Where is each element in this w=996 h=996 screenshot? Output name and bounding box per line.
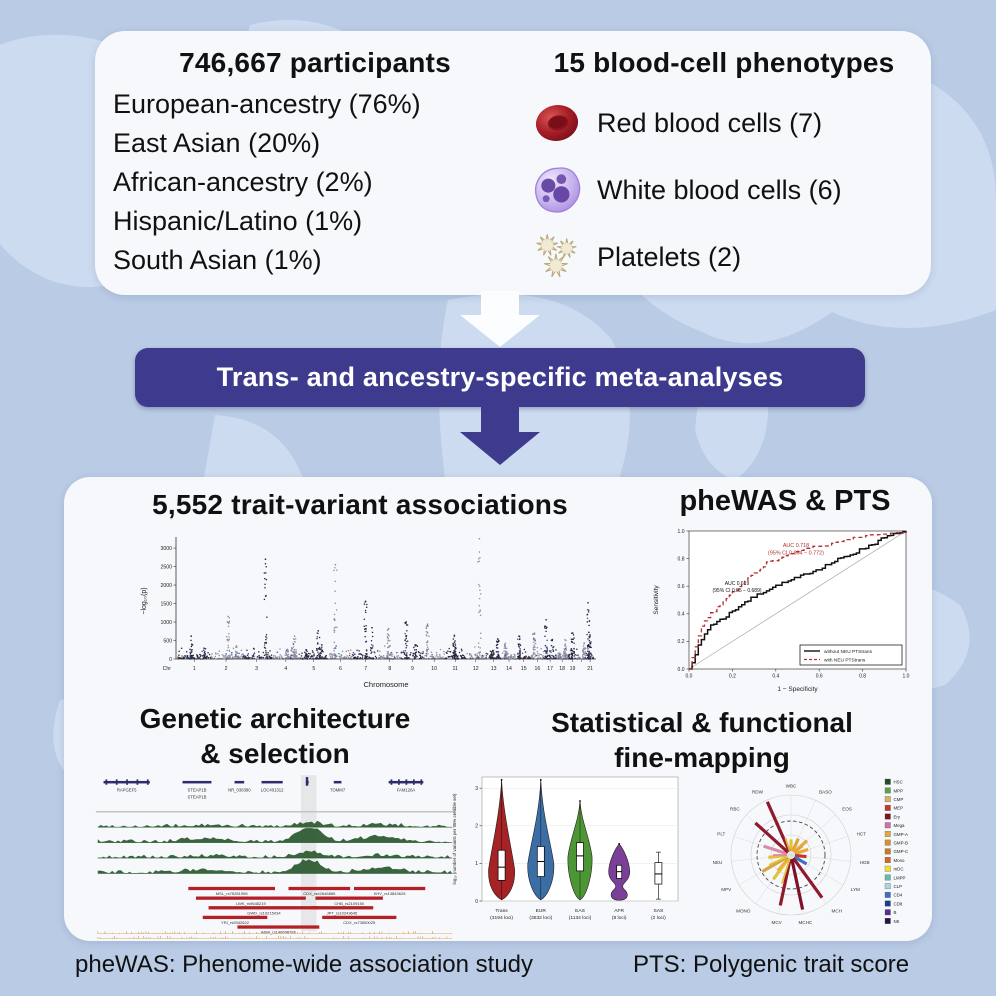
svg-text:1.0: 1.0 [902,673,910,680]
svg-text:LMPP: LMPP [893,875,906,881]
svg-text:1 − Specificity: 1 − Specificity [777,686,818,693]
svg-text:2: 2 [475,823,478,830]
footer-pts-definition: PTS: Polygenic trait score [633,951,910,978]
svg-text:0.8: 0.8 [677,556,685,563]
phewas-pts-title: pheWAS & PTS [679,485,891,517]
svg-text:10: 10 [431,666,438,672]
svg-text:(95% CI 0.664 − 0.772): (95% CI 0.664 − 0.772) [768,550,824,557]
svg-text:log₁₀ (number of variants per: log₁₀ (number of variants per 95% credible set) [452,793,457,885]
svg-text:2000: 2000 [160,582,172,589]
svg-text:5: 5 [312,666,316,672]
svg-text:CD8: CD8 [893,901,903,907]
svg-text:1.0: 1.0 [677,528,685,535]
svg-text:MPV: MPV [721,887,732,893]
svg-text:TOMM7: TOMM7 [330,787,346,793]
svg-text:9: 9 [411,666,414,672]
svg-text:without NEU PTStrans: without NEU PTStrans [824,650,872,655]
svg-text:0.0: 0.0 [685,673,693,680]
svg-text:0.4: 0.4 [677,611,685,618]
red-blood-cell-icon [531,97,583,149]
svg-text:B: B [893,910,897,916]
phenotypes-title: 15 blood-cell phenotypes [553,47,895,78]
svg-text:13: 13 [490,666,497,672]
svg-text:0.0: 0.0 [677,666,685,673]
manhattan-title: 5,552 trait-variant associations [152,489,568,520]
svg-text:14: 14 [506,666,512,672]
svg-text:0: 0 [475,898,478,905]
svg-text:CHB_rs2109150: CHB_rs2109150 [334,900,365,906]
ancestry-item: Hispanic/Latino (1%) [113,206,363,236]
svg-text:YRI_rs9342622: YRI_rs9342622 [221,920,250,926]
svg-text:MCV: MCV [771,920,782,926]
svg-text:0.6: 0.6 [677,584,685,590]
svg-text:FAM126A: FAM126A [396,787,416,793]
finemapping-title: Statistical & functional fine-mapping [551,707,853,773]
svg-text:HGB: HGB [859,859,870,865]
svg-text:8: 8 [388,666,392,672]
svg-text:0: 0 [169,656,172,663]
svg-text:AUC 0.718: AUC 0.718 [782,543,810,549]
svg-text:21: 21 [587,666,593,672]
svg-text:4: 4 [284,666,288,672]
svg-text:STEAP1B: STEAP1B [187,794,207,800]
svg-text:AUC 0.619: AUC 0.619 [724,581,750,587]
svg-text:2: 2 [224,666,228,672]
phenotype-row [531,95,917,151]
results-panel [64,477,932,941]
svg-text:0.2: 0.2 [728,673,736,680]
phenotypes-column [531,47,917,285]
svg-text:GWD_rs10215034: GWD_rs10215034 [247,910,281,916]
svg-text:BASO: BASO [819,789,832,795]
svg-text:GMP-B: GMP-B [893,840,908,846]
svg-text:6: 6 [338,666,342,672]
svg-text:(3194 loci): (3194 loci) [490,916,514,921]
svg-text:STEAP1B: STEAP1B [187,787,207,793]
svg-text:MSL_rs75281955: MSL_rs75281955 [215,891,248,897]
svg-text:GMP-C: GMP-C [893,849,909,855]
svg-text:MONO: MONO [736,908,751,914]
participants-column [113,47,517,280]
svg-text:(8 loci): (8 loci) [611,916,627,921]
svg-text:(2 loci): (2 loci) [651,916,666,921]
svg-text:with NEU PTStrans: with NEU PTStrans [824,658,866,664]
footer-phewas-definition: pheWAS: Phenome-wide association study [75,951,534,978]
ancestry-item: East Asian (20%) [113,128,321,158]
phenotype-row [531,229,917,285]
svg-text:500: 500 [163,638,172,645]
svg-text:RAPGEF5: RAPGEF5 [116,787,137,793]
cohort-phenotype-panel [95,31,931,295]
svg-text:NK: NK [893,918,900,924]
svg-text:1: 1 [475,861,478,868]
svg-text:(3532 loci): (3532 loci) [529,916,553,921]
svg-text:RDW: RDW [751,789,763,795]
svg-text:CDX_rs62646885: CDX_rs62646885 [303,891,336,897]
svg-text:0.8: 0.8 [859,673,867,680]
svg-text:18: 18 [559,666,566,672]
svg-text:1: 1 [192,666,196,672]
svg-text:−log₁₀(p): −log₁₀(p) [141,587,148,615]
svg-text:CDX_rs73550025: CDX_rs73550025 [343,920,376,926]
svg-text:12: 12 [472,666,479,672]
svg-text:Trans: Trans [495,909,508,914]
svg-text:EUR: EUR [535,909,546,914]
svg-text:0.2: 0.2 [677,639,685,646]
svg-text:2500: 2500 [160,564,172,571]
svg-text:19: 19 [569,666,576,672]
ancestry-item: European-ancestry (76%) [113,89,421,119]
ancestry-item: African-ancestry (2%) [113,167,373,197]
svg-text:11: 11 [452,666,458,672]
svg-text:NEU: NEU [712,859,723,865]
down-arrow-white-icon [452,291,548,349]
svg-text:1500: 1500 [160,601,172,608]
svg-text:LYM: LYM [850,887,860,893]
svg-text:mDC: mDC [893,866,904,872]
banner-label: Trans- and ancestry-specific meta-analyses [216,362,784,392]
svg-text:0.4: 0.4 [772,673,780,680]
svg-text:WBC: WBC [785,783,797,789]
svg-text:ASW_rs146698781: ASW_rs146698781 [260,929,296,935]
svg-text:1000: 1000 [160,619,172,626]
svg-text:HSC: HSC [893,779,903,785]
svg-text:PLT: PLT [717,831,726,837]
svg-text:Mono: Mono [893,857,905,863]
phenotype-label: Platelets (2) [597,241,742,272]
svg-text:KHV_rs13843625: KHV_rs13843625 [373,891,406,897]
svg-text:15: 15 [520,666,527,672]
svg-text:Chr: Chr [162,666,171,672]
svg-text:MCH: MCH [831,908,843,914]
svg-text:7: 7 [364,666,368,672]
svg-text:16: 16 [534,666,541,672]
svg-text:CLP: CLP [893,884,903,889]
svg-text:NR_038380: NR_038380 [228,787,251,793]
phenotype-label: Red blood cells (7) [597,107,823,138]
svg-text:RBC: RBC [730,806,740,812]
svg-text:Chromosome: Chromosome [363,680,409,689]
phenotype-label: White blood cells (6) [597,174,842,205]
violin-plot [446,771,686,936]
svg-text:(1134 loci): (1134 loci) [568,916,592,921]
phenotype-row [531,162,917,218]
svg-text:Ery: Ery [893,814,901,820]
platelets-icon [531,231,583,283]
ancestry-list [113,85,517,280]
svg-text:HCT: HCT [856,831,867,837]
svg-text:CD4: CD4 [893,892,903,898]
svg-text:3000: 3000 [160,545,172,552]
svg-text:Sensitivity: Sensitivity [653,585,660,615]
svg-text:LWK_rs9648219: LWK_rs9648219 [236,900,266,906]
svg-text:GMP-A: GMP-A [893,831,908,837]
svg-text:LOC401312: LOC401312 [260,787,284,793]
roc-curve-plot [644,521,924,708]
svg-text:MEP: MEP [893,805,904,811]
svg-text:Mega: Mega [893,823,905,829]
svg-text:3: 3 [255,666,259,672]
participants-title: 746,667 participants [179,47,451,78]
svg-text:CMP: CMP [893,797,904,802]
svg-text:SAS: SAS [653,909,664,914]
manhattan-plot [134,529,604,697]
down-arrow-purple-icon [452,407,548,467]
genome-tracks-plot [92,773,458,942]
svg-text:EOS: EOS [842,806,852,812]
meta-analysis-banner [135,348,865,407]
svg-text:JPT_rs10243645: JPT_rs10243645 [326,910,358,916]
svg-text:EAS: EAS [575,909,585,914]
svg-text:17: 17 [547,666,553,672]
ancestry-item: South Asian (1%) [113,245,322,275]
svg-text:(95% CI 0.55 − 0.689): (95% CI 0.55 − 0.689) [712,588,762,594]
svg-text:AFR: AFR [614,909,625,914]
svg-text:3: 3 [475,786,478,792]
svg-text:MPP: MPP [893,788,904,794]
radar-plot [686,773,933,933]
svg-text:0.6: 0.6 [815,673,823,680]
architecture-title: Genetic architecture & selection [139,703,411,769]
svg-text:MCHC: MCHC [798,920,813,926]
white-blood-cell-icon [531,164,583,216]
